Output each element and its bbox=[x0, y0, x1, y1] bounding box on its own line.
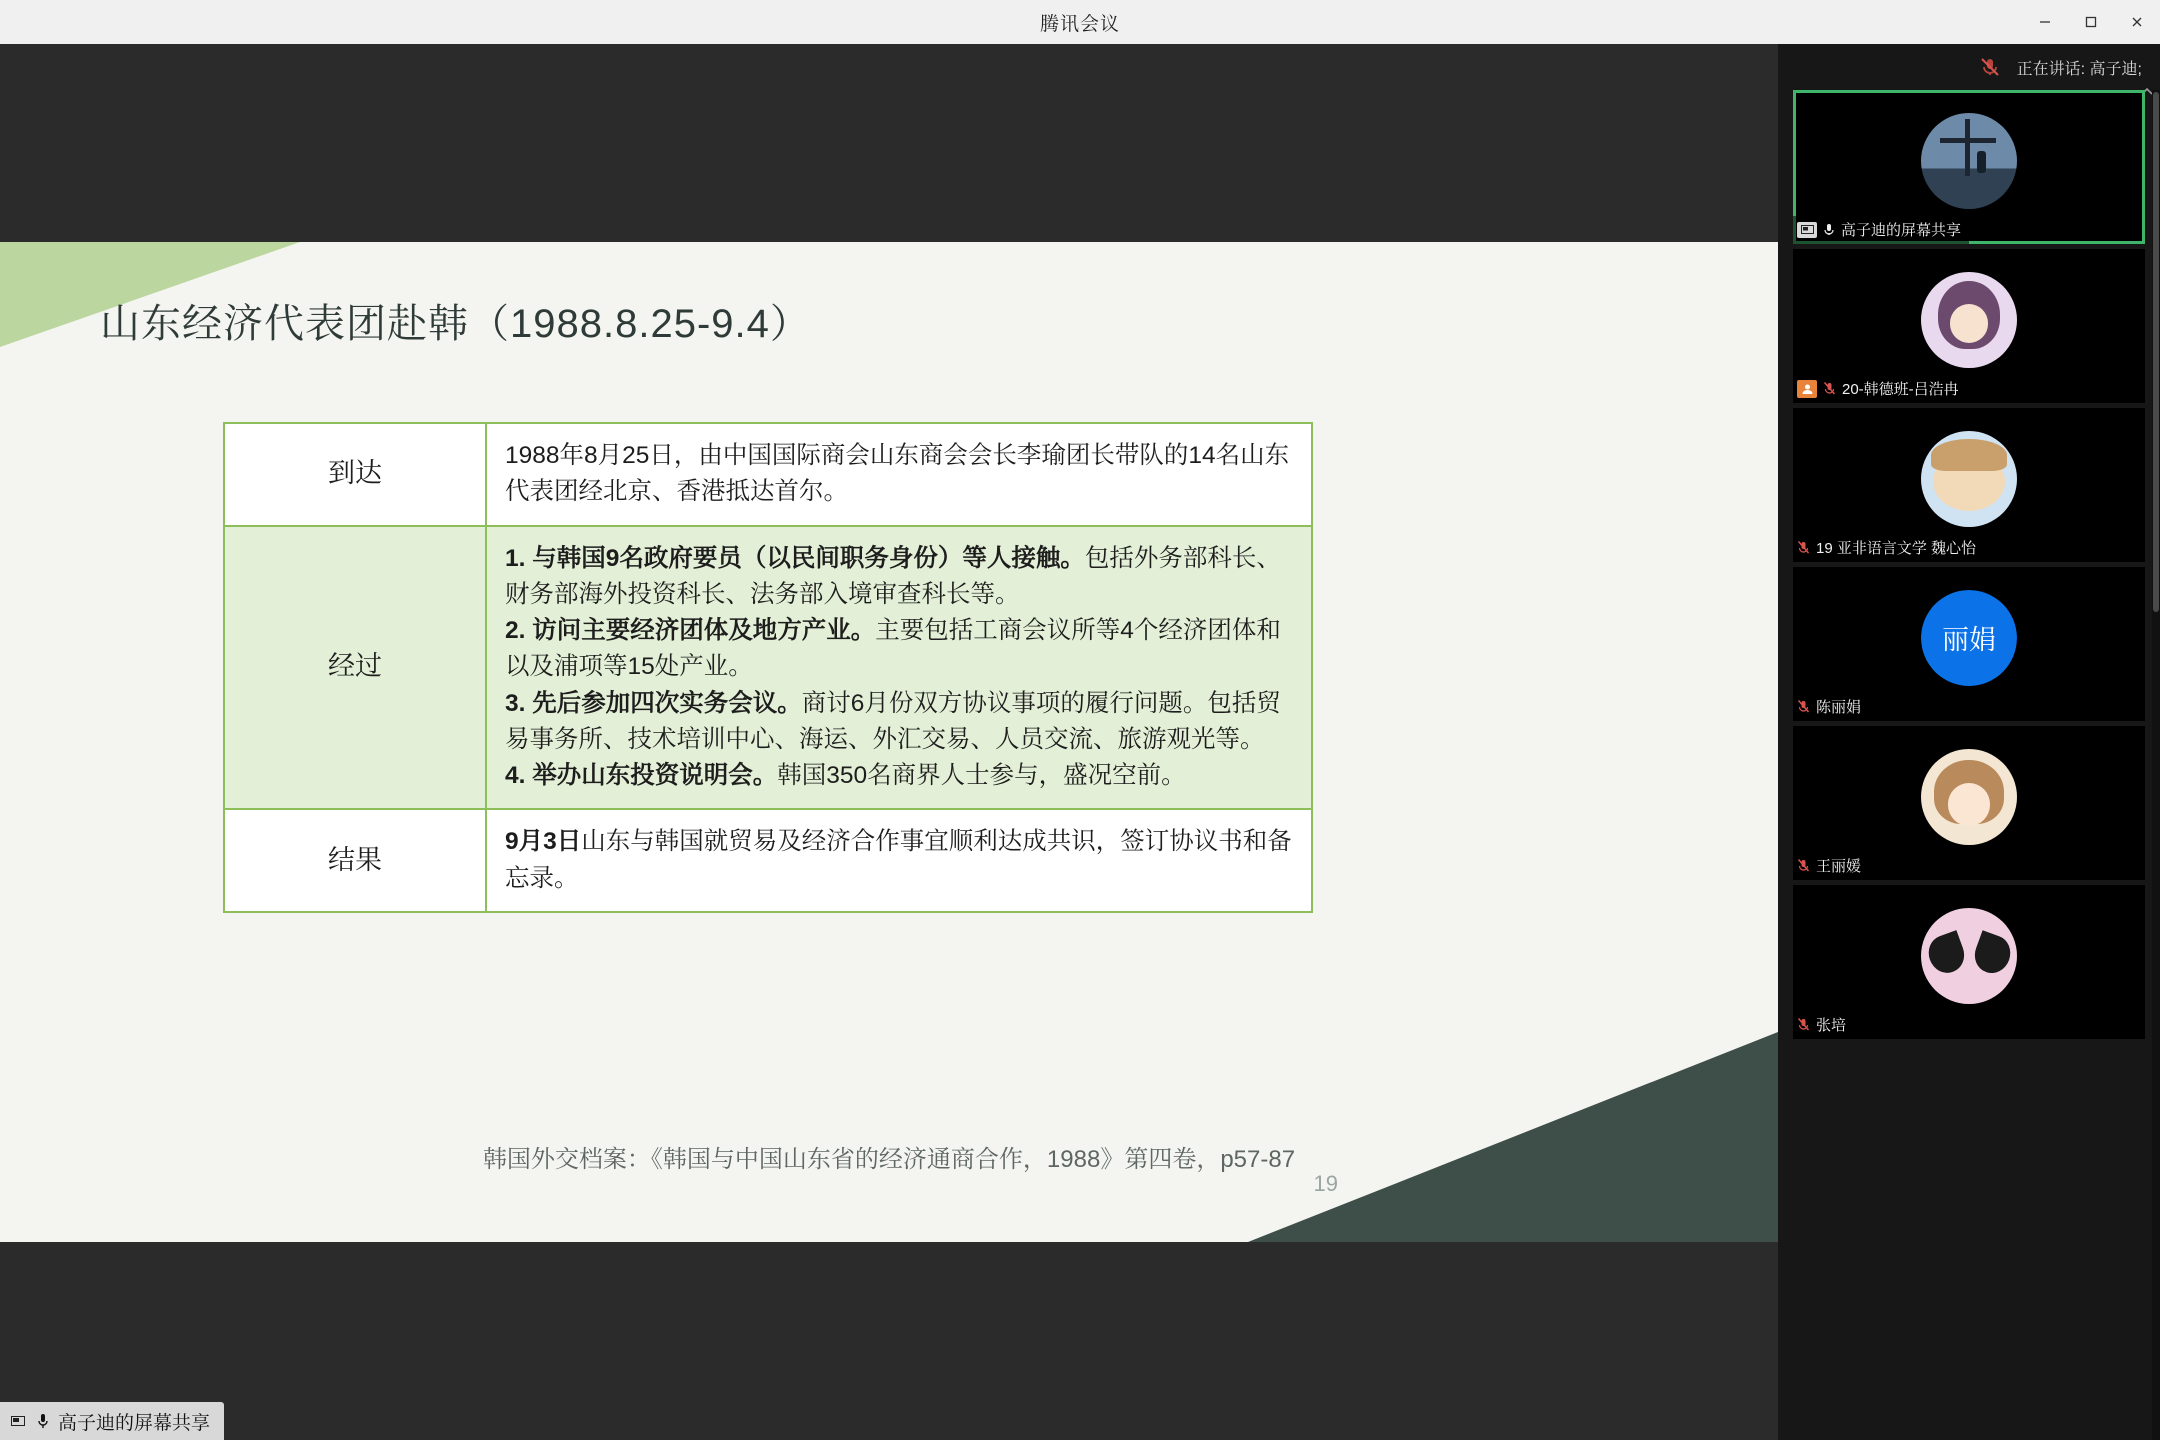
screen-share-icon bbox=[1797, 222, 1817, 238]
window-title-bar bbox=[0, 0, 2160, 44]
panel-scrollbar[interactable] bbox=[2152, 90, 2160, 1440]
table-row-body bbox=[486, 423, 1312, 526]
table-row-body bbox=[486, 526, 1312, 810]
table-cell-text: 山东与韩国就贸易及经济合作事宜顺利达成共识，签订协议书和备忘录。 bbox=[505, 828, 1292, 892]
slide-page-number: 19 bbox=[1313, 1171, 1338, 1196]
table-cell-text: 商讨6月份双方协议事项的履行问题。包括贸易事务所、技术培训中心、海运、外汇交易、人员交流、旅游观光等。 bbox=[505, 689, 1281, 753]
table-row-label: 结果 bbox=[224, 809, 486, 912]
microphone-icon bbox=[36, 1412, 50, 1430]
minimize-button[interactable] bbox=[2022, 0, 2068, 44]
microphone-muted-icon bbox=[1797, 540, 1810, 555]
photo-avatar-icon bbox=[1921, 113, 2017, 209]
participant-name: 王丽媛 bbox=[1816, 858, 1862, 875]
shared-screen-stage[interactable] bbox=[0, 44, 1778, 1440]
microphone-muted-icon bbox=[1823, 381, 1836, 396]
table-cell-text: 主要包括工商会议所等4个经济团体和以及浦项等15处产业。 bbox=[505, 617, 1281, 681]
participant-namebar bbox=[1793, 693, 1869, 721]
scrollbar-thumb[interactable] bbox=[2153, 92, 2159, 612]
avatar bbox=[1921, 749, 2017, 845]
participant-tile[interactable] bbox=[1793, 90, 2145, 244]
microphone-muted-icon bbox=[1979, 56, 2001, 78]
screen-share-label: 高子迪的屏幕共享 bbox=[58, 1412, 211, 1434]
slide-decoration-bottom-right bbox=[1248, 1032, 1778, 1242]
window-controls bbox=[2022, 0, 2160, 44]
table-row bbox=[224, 526, 1312, 810]
participant-namebar bbox=[1793, 534, 1984, 562]
table-cell-bold: 1. 与韩国9名政府要员（以民间职务身份）等人接触。 bbox=[505, 544, 1085, 572]
participant-namebar bbox=[1793, 216, 1969, 244]
table-cell-line bbox=[505, 613, 1293, 686]
table-cell-bold: 9月3日 bbox=[505, 828, 582, 856]
anime-avatar-icon bbox=[1921, 431, 2017, 527]
anime-avatar-icon bbox=[1921, 272, 2017, 368]
avatar bbox=[1921, 431, 2017, 527]
table-cell-text: 1988年8月25日，由中国国际商会山东商会会长李瑜团长带队的14名山东代表团经北京、香港抵达首尔。 bbox=[505, 442, 1290, 506]
close-icon bbox=[2129, 14, 2145, 30]
table-cell-line bbox=[505, 541, 1293, 614]
screen-share-indicator[interactable] bbox=[0, 1402, 224, 1440]
screen-share-icon bbox=[8, 1413, 28, 1429]
table-cell-line bbox=[505, 758, 1293, 794]
table-cell-text: 包括外务部科长、财务部海外投资科长、法务部入境审查科长等。 bbox=[505, 544, 1281, 608]
avatar bbox=[1921, 113, 2017, 209]
participant-name: 高子迪的屏幕共享 bbox=[1841, 222, 1962, 239]
app-title: 腾讯会议 bbox=[1039, 13, 1120, 35]
anime-avatar-icon bbox=[1921, 908, 2017, 1004]
participant-tile[interactable] bbox=[1793, 885, 2145, 1039]
slide-title: 山东经济代表团赴韩（1988.8.25-9.4） bbox=[100, 302, 811, 346]
slide-source-citation: 韩国外交档案：《韩国与中国山东省的经济通商合作，1988》第四卷，p57-87 bbox=[482, 1146, 1296, 1173]
microphone-muted-icon bbox=[1797, 858, 1810, 873]
participant-tile[interactable] bbox=[1793, 567, 2145, 721]
participant-namebar bbox=[1793, 1011, 1854, 1039]
anime-avatar-icon bbox=[1921, 749, 2017, 845]
avatar bbox=[1921, 590, 2017, 686]
table-row-label: 经过 bbox=[224, 526, 486, 810]
presentation-slide bbox=[0, 242, 1778, 1242]
participant-namebar bbox=[1793, 375, 1967, 403]
table-cell-text: 韩国350名商界人士参与，盛况空前。 bbox=[777, 762, 1186, 789]
microphone-muted-icon bbox=[1797, 699, 1810, 714]
table-row bbox=[224, 423, 1312, 526]
participant-tile[interactable] bbox=[1793, 249, 2145, 403]
table-cell-line bbox=[505, 686, 1293, 759]
maximize-button[interactable] bbox=[2068, 0, 2114, 44]
participant-name: 张培 bbox=[1816, 1017, 1847, 1034]
participants-panel[interactable] bbox=[1778, 44, 2160, 1440]
participant-namebar bbox=[1793, 852, 1869, 880]
table-row-label: 到达 bbox=[224, 423, 486, 526]
close-button[interactable] bbox=[2114, 0, 2160, 44]
table-cell-bold: 4. 举办山东投资说明会。 bbox=[505, 762, 778, 789]
table-row-body bbox=[486, 809, 1312, 912]
table-cell-bold: 3. 先后参加四次实务会议。 bbox=[505, 689, 802, 717]
participant-name: 20-韩德班-吕浩冉 bbox=[1842, 381, 1959, 398]
table-cell-bold: 2. 访问主要经济团体及地方产业。 bbox=[505, 617, 876, 644]
panel-header bbox=[1778, 44, 2160, 90]
slide-table bbox=[223, 422, 1313, 913]
participant-tile[interactable] bbox=[1793, 408, 2145, 562]
participant-name: 陈丽娟 bbox=[1816, 699, 1862, 716]
avatar bbox=[1921, 908, 2017, 1004]
host-badge-icon bbox=[1797, 380, 1817, 398]
minimize-icon bbox=[2037, 14, 2053, 30]
participant-name: 19 亚非语言文学 魏心怡 bbox=[1816, 540, 1977, 557]
microphone-muted-icon bbox=[1797, 1017, 1810, 1032]
participant-tile[interactable] bbox=[1793, 726, 2145, 880]
maximize-icon bbox=[2083, 14, 2099, 30]
table-row bbox=[224, 809, 1312, 912]
avatar bbox=[1921, 272, 2017, 368]
initial-avatar-icon: 丽娟 bbox=[1921, 590, 2017, 686]
microphone-icon bbox=[1823, 222, 1835, 237]
active-speaker-label: 正在讲话: 高子迪; bbox=[2016, 60, 2142, 78]
